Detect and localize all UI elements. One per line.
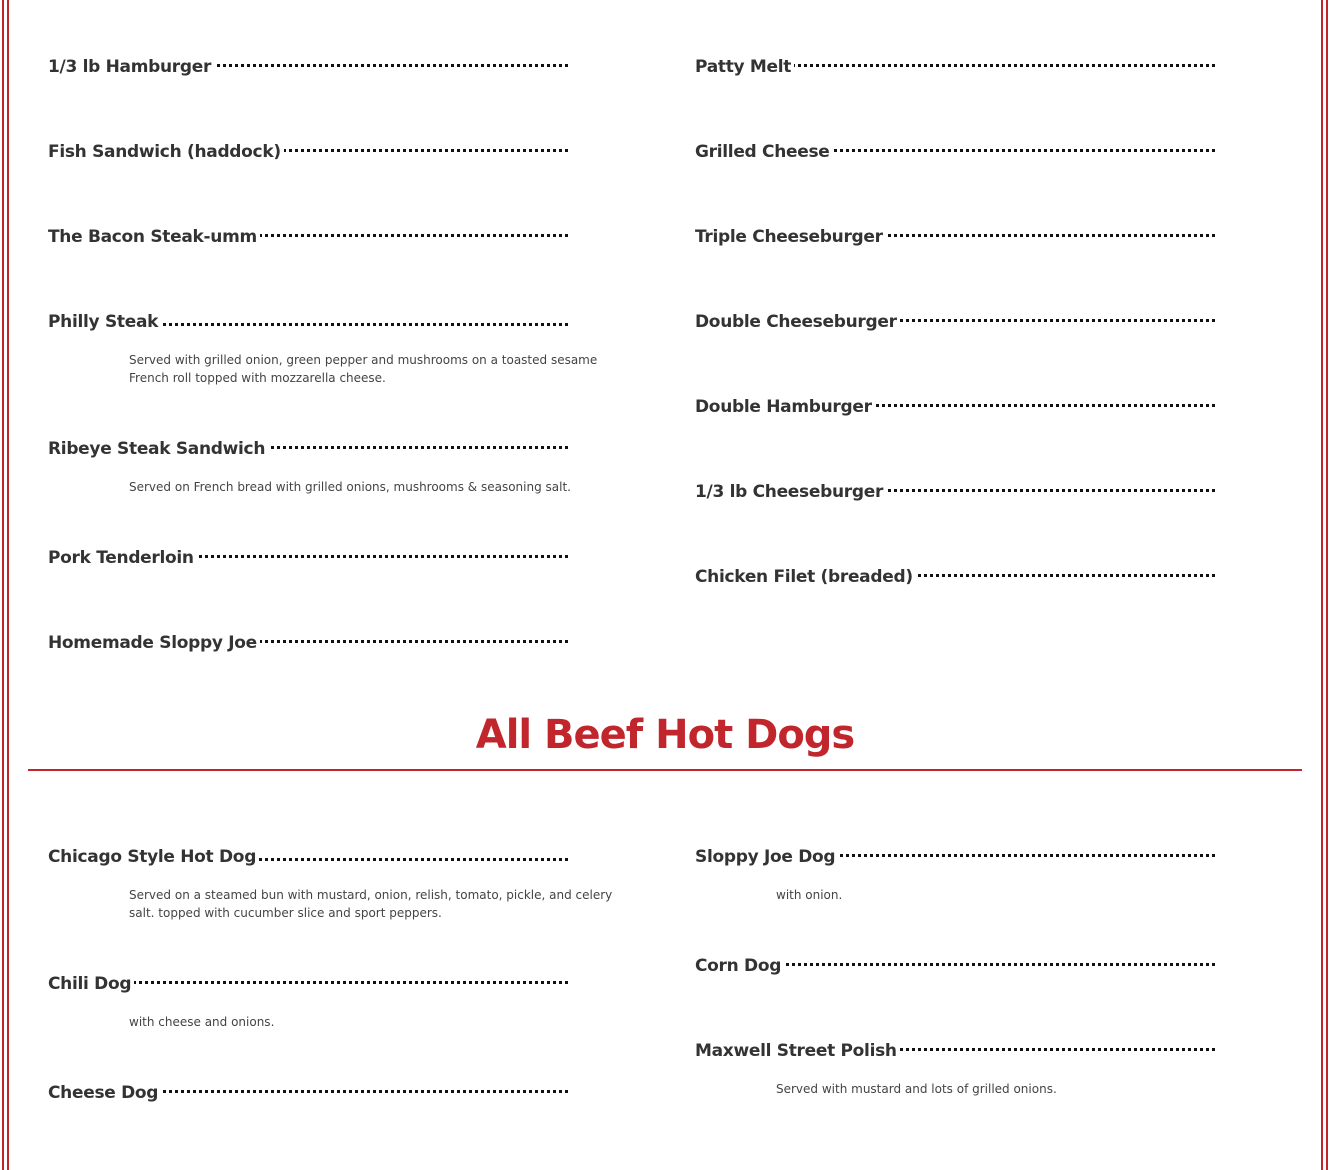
- menu-item-name: Pork Tenderloin: [48, 548, 197, 568]
- menu-item-name: Chili Dog: [48, 974, 134, 994]
- menu-item: [48, 548, 568, 578]
- menu-item: [48, 142, 568, 172]
- menu-item-description: with cheese and onions.: [129, 1015, 275, 1029]
- menu-item-name: Homemade Sloppy Joe: [48, 633, 260, 653]
- menu-item: [695, 482, 1215, 512]
- menu-item-name: Chicago Style Hot Dog: [48, 847, 259, 867]
- menu-item: [48, 227, 568, 257]
- menu-item: [48, 633, 568, 663]
- menu-item-description: with onion.: [776, 888, 843, 902]
- menu-item-name: Sloppy Joe Dog: [695, 847, 838, 867]
- menu-item-name: Patty Melt: [695, 57, 794, 77]
- menu-item-name: Grilled Cheese: [695, 142, 833, 162]
- menu-item-name: Philly Steak: [48, 312, 161, 332]
- menu-item: [695, 57, 1215, 87]
- menu-item: [48, 439, 568, 469]
- menu-border-left-inner: [7, 0, 9, 1170]
- menu-item: [48, 847, 568, 877]
- section-title: All Beef Hot Dogs: [475, 712, 855, 758]
- menu-item-name: The Bacon Steak-umm: [48, 227, 260, 247]
- menu-item-name: Corn Dog: [695, 956, 784, 976]
- menu-border-right-outer: [1326, 0, 1328, 1170]
- menu-item: [695, 142, 1215, 172]
- menu-item: [48, 312, 568, 342]
- menu-item-name: Triple Cheeseburger: [695, 227, 886, 247]
- menu-item-name: Chicken Filet (breaded): [695, 567, 916, 587]
- menu-item-name: Ribeye Steak Sandwich: [48, 439, 268, 459]
- menu-item-name: Fish Sandwich (haddock): [48, 142, 284, 162]
- menu-item-description: Served with mustard and lots of grilled onions.: [776, 1082, 1057, 1096]
- menu-item: [48, 974, 568, 1004]
- menu-border-right-inner: [1321, 0, 1323, 1170]
- menu-item-name: Double Cheeseburger: [695, 312, 900, 332]
- menu-item-name: Double Hamburger: [695, 397, 875, 417]
- menu-item: [48, 57, 568, 87]
- menu-item-description: Served on French bread with grilled onions, mushrooms & seasoning salt.: [129, 480, 571, 494]
- menu-border-left-outer: [2, 0, 4, 1170]
- menu-item-name: 1/3 lb Cheeseburger: [695, 482, 886, 502]
- menu-item: [695, 956, 1215, 986]
- menu-item: [695, 847, 1215, 877]
- menu-item: [695, 567, 1215, 597]
- menu-item: [695, 227, 1215, 257]
- menu-item: [695, 1041, 1215, 1071]
- menu-item: [48, 1083, 568, 1113]
- menu-item-name: Maxwell Street Polish: [695, 1041, 900, 1061]
- section-divider: [28, 769, 1302, 771]
- menu-item-name: 1/3 lb Hamburger: [48, 57, 214, 77]
- menu-item: [695, 397, 1215, 427]
- menu-item-description: Served with grilled onion, green pepper and mushrooms on a toasted sesame French roll topped with mozzarella cheese.: [129, 353, 598, 385]
- menu-item: [695, 312, 1215, 342]
- menu-item-name: Cheese Dog: [48, 1083, 161, 1103]
- menu-item-description: Served on a steamed bun with mustard, onion, relish, tomato, pickle, and celery salt. topped with cucumber slice and sport peppers.: [129, 888, 613, 920]
